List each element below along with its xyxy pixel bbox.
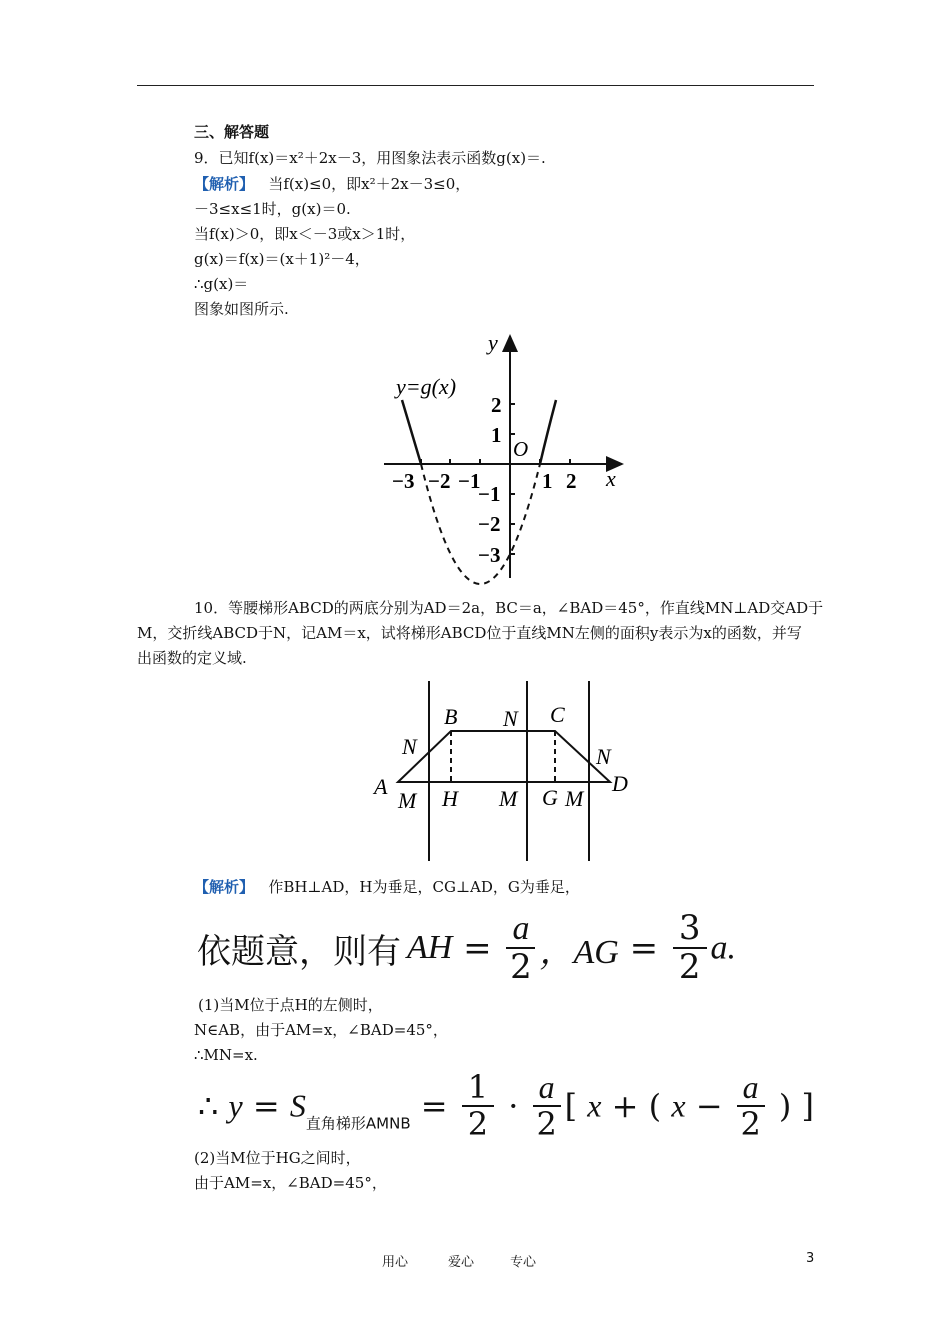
page-number: 3 (806, 1251, 815, 1266)
trapezoid-figure (368, 676, 640, 866)
math2-frac-a2 (533, 1070, 561, 1142)
math2-S: S (289, 1087, 306, 1124)
math2-eq2: = (420, 1087, 448, 1126)
math2-frac-a2-inner (737, 1070, 765, 1142)
math2-paren-close: ) (778, 1087, 792, 1126)
label-N-right: N (596, 744, 611, 769)
math2-frac1-den: 2 (467, 1105, 489, 1144)
label-H: H (442, 786, 458, 811)
math1-frac2-den: 2 (678, 947, 701, 988)
q9-line1: 当f(x)≤0，即x²＋2x－3≤0， (268, 175, 471, 193)
y-tick-2: 2 (491, 393, 502, 417)
math2-therefore: ∴ (198, 1087, 219, 1126)
q10-stem-line2: M，交折线ABCD于N，记AM＝x，试将梯形ABCD位于直线MN左侧的面积y表示为x的函数，并写 (137, 624, 802, 642)
q10-analysis-line: 作BH⊥AD，H为垂足，CG⊥AD，G为垂足， (268, 878, 580, 896)
math1-frac-num: a (506, 910, 535, 949)
x-tick-neg3: −3 (392, 469, 415, 493)
footer-left1: 用心 (382, 1255, 409, 1270)
section-heading: 三、解答题 (194, 123, 270, 141)
label-D: D (612, 771, 628, 796)
math2-x2: x (671, 1087, 686, 1124)
label-N-mid: N (503, 706, 518, 731)
footer-left3: 专心 (510, 1255, 537, 1270)
case2-line2: 由于AM=x，∠BAD=45°， (194, 1174, 387, 1192)
math2-plus: + (611, 1087, 639, 1126)
footer-left2: 爱心 (448, 1255, 475, 1270)
math2-eq: = (252, 1087, 280, 1126)
label-N-left: N (402, 734, 417, 759)
label-M-left: M (398, 788, 417, 813)
function-graph (370, 328, 640, 590)
q9-stem: 9．已知f(x)＝x²＋2x－3，用图象法表示函数g(x)＝. (194, 149, 546, 167)
q9-line2: －3≤x≤1时，g(x)＝0. (194, 200, 351, 218)
math2-minus: − (695, 1087, 723, 1126)
case1-line1: (1)当M位于点H的左侧时， (198, 996, 383, 1014)
math2-frac3-den: 2 (740, 1105, 761, 1144)
q10-stem-line1: 10．等腰梯形ABCD的两底分别为AD＝2a，BC＝a，∠BAD＝45°，作直线MN⊥AD交AD于 (194, 599, 824, 617)
analysis-tag: 【解析】 (194, 175, 255, 193)
q9-line5: ∴g(x)＝ (194, 275, 249, 293)
math1-prefix: 依题意，则有 (197, 931, 401, 972)
math2-frac2-den: 2 (536, 1105, 557, 1144)
y-axis-label: y (488, 330, 498, 355)
x-tick-neg2: −2 (428, 469, 451, 493)
math2-x: x (587, 1087, 602, 1124)
math2-y: y (228, 1087, 243, 1124)
q9-line3: 当f(x)＞0，即x＜－3或x＞1时， (194, 225, 416, 243)
math2-dot: · (508, 1087, 519, 1126)
label-A: A (374, 774, 388, 799)
math2-bracket-open: [ (564, 1087, 578, 1126)
y-tick-neg1: −1 (478, 482, 501, 506)
math2-paren-open: ( (648, 1087, 662, 1126)
q10-analysis (194, 877, 580, 897)
q9-line6: 图象如图所示. (194, 300, 289, 318)
math1-frac-32 (673, 910, 707, 987)
math1-eq: = (463, 928, 492, 969)
label-B: B (444, 704, 458, 729)
q9-line4: g(x)＝f(x)＝(x＋1)²－4， (194, 250, 370, 268)
right-branch (540, 400, 556, 464)
math1-frac-a2 (506, 910, 535, 987)
case1-line3: ∴MN=x. (194, 1046, 258, 1064)
y-tick-1: 1 (491, 423, 502, 447)
label-C: C (550, 702, 565, 727)
math-area-formula (198, 1070, 814, 1142)
label-G: G (542, 785, 558, 810)
math2-frac1-num: 1 (462, 1070, 494, 1107)
function-label: y=g(x) (396, 374, 457, 399)
x-axis-label: x (606, 466, 616, 491)
label-M-mid: M (499, 786, 518, 811)
math1-eq2: = (629, 928, 659, 969)
y-tick-neg3: −3 (478, 543, 501, 567)
y-tick-neg2: −2 (478, 512, 501, 536)
q10-stem-line3: 出函数的定义域. (137, 649, 247, 667)
left-branch (402, 400, 421, 464)
math1-suffix: a. (710, 929, 737, 967)
math2-subscript: 直角梯形AMNB (305, 1114, 411, 1133)
case2-line1: (2)当M位于HG之间时， (194, 1149, 361, 1167)
math1-frac2-num: 3 (673, 910, 707, 949)
header-rule (137, 85, 814, 86)
math2-frac3-num: a (737, 1070, 765, 1107)
math-ah-ag (197, 910, 736, 987)
math2-frac-half (462, 1070, 494, 1142)
q9-analysis-line1 (194, 174, 470, 194)
x-tick-neg1: −1 (458, 469, 481, 493)
math1-ah: AH (407, 929, 453, 967)
math2-bracket-close: ] (801, 1087, 814, 1126)
math1-frac-den: 2 (510, 947, 532, 988)
x-tick-1: 1 (542, 469, 553, 493)
case1-line2: N∈AB，由于AM=x，∠BAD=45°， (194, 1021, 448, 1039)
label-M-right: M (565, 786, 584, 811)
math2-frac2-num: a (533, 1070, 561, 1107)
origin-label: O (513, 437, 529, 461)
x-tick-2: 2 (566, 469, 577, 493)
analysis-tag-2: 【解析】 (194, 878, 255, 896)
math1-ag: ，AG (539, 933, 619, 971)
